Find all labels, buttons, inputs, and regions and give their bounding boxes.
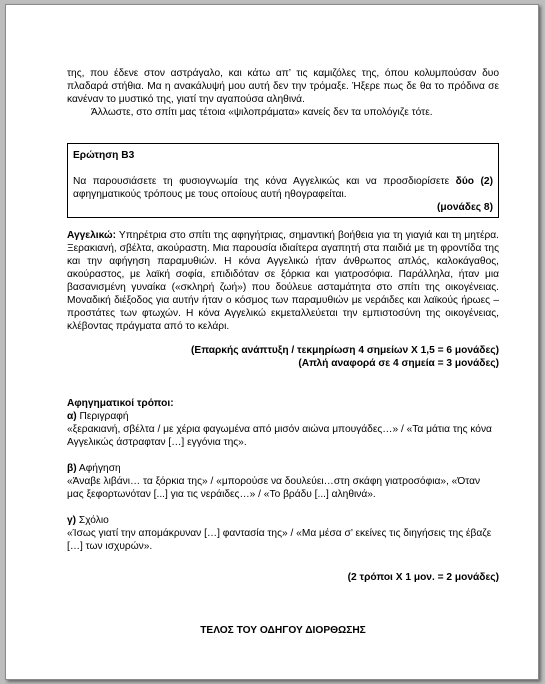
- technique-a-title: [67, 410, 499, 423]
- technique-a-text: «ξερακιανή, σβέλτα / με χέρια φαγωμένα από μισόν αιώνα μπουγάδες…» / «Τα μάτια της κόνα Αγγελικώς άστραφταν […] εγγόνια της».: [67, 424, 492, 448]
- technique-b-text: «Άναβε λιβάνι… τα ξόρκια της» / «μπορούσε να δουλεύει…στη σκάφη γιατροσόφια», «Όταν μας ξεφορτωνόταν [...] για τις νεράιδες…» / «Το βράδυ [...] αληθινά».: [67, 476, 481, 500]
- technique-c-title: [67, 514, 499, 527]
- technique-c-text: «Ίσως γιατί την απομάκρυναν […] φαντασία της» / «Μα μέσα σ’ εκείνες τις διηγήσεις της έβαζε […] των ισχυρών».: [67, 528, 492, 552]
- question-text: [73, 175, 493, 201]
- end-of-guide-title: ΤΕΛΟΣ ΤΟΥ ΟΔΗΓΟΥ ΔΙΟΡΘΩΣΗΣ: [200, 625, 366, 636]
- question-text-emphasis: δύο (2): [455, 176, 493, 187]
- answer-grading-full: (Επαρκής ανάπτυξη / τεκμηρίωση 4 σημείων Χ 1,5 = 6 μονάδες): [191, 345, 499, 356]
- technique-c-name: Σχόλιο: [76, 515, 109, 526]
- intro-closing-line: Άλλωστε, στο σπίτι μας τέτοια «ψιλοπράματα» κανείς δεν τα υπολόγιζε τότε.: [91, 107, 433, 118]
- technique-b-label: β): [67, 463, 77, 474]
- technique-b-name: Αφήγηση: [76, 463, 121, 474]
- answer-paragraph: [67, 229, 499, 333]
- question-points: (μονάδες 8): [437, 202, 493, 213]
- question-text-start: Να παρουσιάσετε τη φυσιογνωμία της κόνα Αγγελικώς και να προσδιορίσετε: [73, 176, 456, 187]
- question-text-end: αφηγηματικούς τρόπους με τους οποίους αυτή ηθογραφείται.: [73, 189, 347, 200]
- answer-label: Αγγελικώ:: [67, 230, 116, 241]
- techniques-grading: (2 τρόποι Χ 1 μον. = 2 μονάδες): [347, 572, 499, 583]
- answer-text: Υπηρέτρια στο σπίτι της αφηγήτριας, σημαντική βοήθεια για τη γιαγιά και τη μητέρα. Ξερακιανή, σβέλτα, ακούραστη. Μια παρουσία ιδιαίτερα αγαπητή στα παιδιά με τη φροντίδα της και την αφήγηση παραμυθιών. Η κόνα Αγγελικώ ήταν άνθρωπος απλός, καλοκάγαθος, ακούραστος, με λαϊκή σοφία, επιδιδόταν σε ξόρκια και γιατροσόφια. Παράλληλα, ήταν μια βασανισμένη γυναίκα («σκληρή ζωή») που δούλευε ασταμάτητα στο σπίτι της οικογένειας. Μοναδική διέξοδος για αυτήν ήταν ο κόσμος των παραμυθιών με νεράιδες και λαϊκούς ήρωες – προστάτες των φτωχών. Η κόνα Αγγελικώ εκμεταλλεύεται την εμπιστοσύνη της οικογένειας, κλέβοντας πράγματα από το κελάρι.: [67, 230, 499, 332]
- document-page: [5, 4, 539, 680]
- answer-grading-simple: (Απλή αναφορά σε 4 σημεία = 3 μονάδες): [298, 358, 499, 369]
- question-title: Ερώτηση Β3: [73, 150, 135, 161]
- intro-paragraph: της, που έδενε στον αστράγαλο, και κάτω απ’ τις καμιζόλες της, όπου κολυμπούσαν δυο πλαδαρά στήθια. Μα η ανακάλυψή μου αυτή δεν την τρόμαξε. Ήξερε πως δε θα το πρόδινα σε κανέναν το μυστικό της, γιατί την αγαπούσα αληθινά.: [67, 68, 499, 105]
- technique-a-label: α): [67, 411, 77, 422]
- technique-b-title: [67, 462, 499, 475]
- techniques-heading: Αφηγηματικοί τρόποι:: [67, 398, 174, 409]
- technique-c-label: γ): [67, 515, 77, 526]
- technique-a-name: Περιγραφή: [76, 411, 129, 422]
- page-content: [67, 67, 499, 637]
- question-box: [67, 143, 499, 218]
